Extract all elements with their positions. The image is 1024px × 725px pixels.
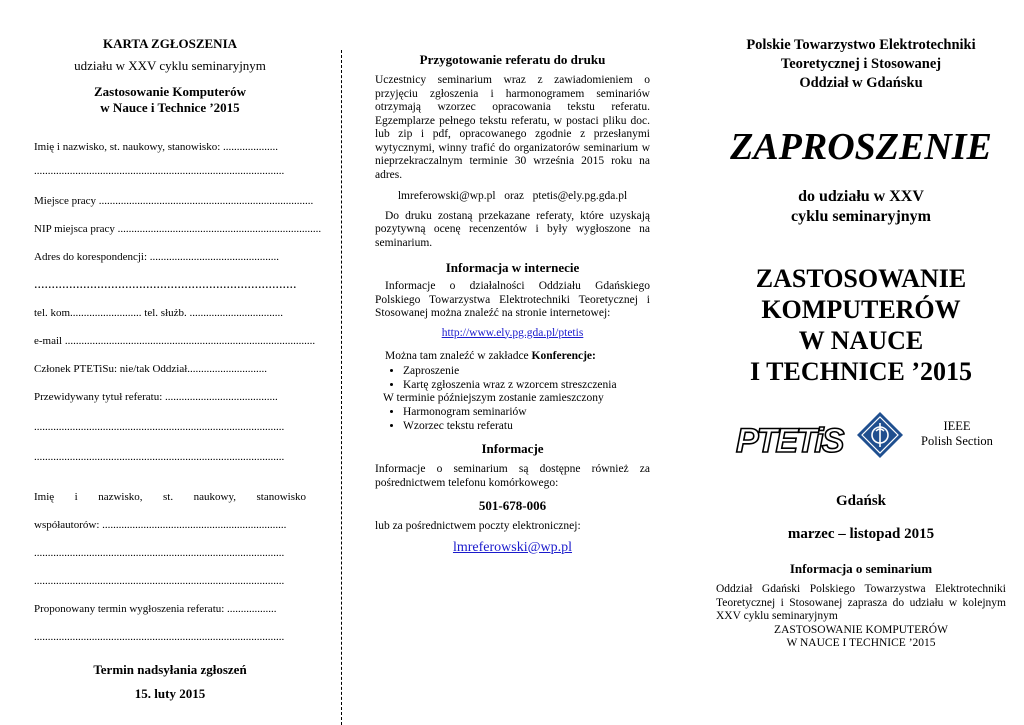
field-coauthors[interactable]: współautorów: ...................................................................	[34, 519, 287, 531]
ieee-label-line2: Polish Section	[921, 434, 993, 448]
info-heading: Informacja o seminarium	[789, 561, 933, 576]
org-line1: Polskie Towarzystwo Elektrotechniki	[746, 37, 976, 53]
ptetis-logo	[734, 421, 843, 464]
field-date[interactable]: Proponowany termin wygłoszenia referatu: ..................	[34, 603, 277, 615]
print-note: Do druku zostaną przekazane referaty, które uzyskają pozytywną ocenę recenzentów i były wygłoszone na seminarium.	[375, 209, 650, 249]
ieee-logo	[856, 411, 904, 464]
conferences-intro	[375, 350, 650, 364]
field-paper-title[interactable]: Przewidywany tytuł referatu: .........................................	[34, 391, 278, 403]
ieee-diamond-icon	[856, 411, 904, 459]
seminar-name-line1: Zastosowanie Komputerów	[93, 84, 247, 99]
invite-sub1: do udziału w XXV	[798, 188, 924, 205]
conferences-list	[375, 364, 650, 392]
ptetis-logo-text: PTETiS	[736, 422, 843, 460]
list-item-template: • Wzorzec tekstu referatu	[403, 419, 650, 433]
deadline-date: 15. luty 2015	[134, 686, 206, 701]
field-address-cont[interactable]: ...........................................................................	[34, 277, 297, 292]
contact-email-link[interactable]: lmreferowski@wp.pl	[452, 539, 573, 555]
org-line2: Teoretycznej i Stosowanej	[780, 56, 942, 72]
list-item-registration: • Kartę zgłoszenia wraz z wzorcem streszczenia	[403, 378, 650, 392]
website-link[interactable]: http://www.ely.pg.gda.pl/ptetis	[441, 326, 584, 339]
ieee-label	[912, 419, 1002, 449]
org-line3: Oddział w Gdańsku	[799, 75, 923, 91]
field-date-cont[interactable]: ...........................................................................................	[34, 631, 285, 643]
print-paragraph: Uczestnicy seminarium wraz z zawiadomieniem o przyjęciu zgłoszenia i harmonogramem seminariów otrzymają wzorzec opracowania tekstu referatu. Egzemplarze pełnego tekstu referatu, w postaci pliku doc. lub zip i pdf, opracowanego zgodnie z przesłanymi wytycznymi, winny trafić do organizatorów seminarium w nieprzekraczalnym terminie 30 września 2015 roku na adres.	[375, 74, 650, 181]
seminar-title-3: W NAUCE	[798, 326, 924, 355]
info-paragraph: Oddział Gdański Polskiego Towarzystwa Elektrotechniki Teoretycznej i Stosowanej zaprasza do udziału w kolejnym XXV cyklu seminaryjnym	[716, 583, 1006, 622]
city: Gdańsk	[835, 493, 887, 509]
fold-divider	[341, 50, 342, 725]
card-subtitle: udziału w XXV cyklu seminaryjnym	[74, 58, 266, 73]
field-name[interactable]: Imię i nazwisko, st. naukowy, stanowisko: ....................	[34, 141, 279, 153]
seminar-title-4: I TECHNICE ’2015	[749, 357, 972, 386]
field-workplace[interactable]: Miejsce pracy ..............................................................................	[34, 195, 314, 207]
invitation-title: ZAPROSZENIE	[730, 126, 992, 168]
list-item-schedule: • Harmonogram seminariów	[403, 405, 650, 419]
conferences-intro-text: Można tam znaleźć w zakładce	[385, 350, 532, 362]
later-note: W terminie późniejszym zostanie zamieszczony	[383, 391, 604, 404]
field-paper-title-cont2[interactable]: ...........................................................................................	[34, 451, 285, 463]
phone-number: 501-678-006	[478, 498, 547, 513]
contact-emails: lmreferowski@wp.pl oraz ptetis@ely.pg.gda.pl	[397, 190, 628, 202]
seminar-title-2: KOMPUTERÓW	[761, 295, 961, 324]
field-coauthors-cont1[interactable]: ...........................................................................................	[34, 547, 285, 559]
invite-sub2: cyklu seminaryjnym	[791, 208, 931, 225]
card-title: KARTA ZGŁOSZENIA	[102, 36, 238, 51]
field-coauthors-label: Imię i nazwisko, st. naukowy, stanowisko	[34, 491, 306, 503]
phone-paragraph: Informacje o seminarium są dostępne również za pośrednictwem telefonu komórkowego:	[375, 463, 650, 489]
field-phone[interactable]: tel. kom.......................... tel. służb. ..................................	[34, 307, 284, 319]
info-panel	[345, 0, 650, 725]
field-address[interactable]: Adres do korespondencji: ...............................................	[34, 251, 280, 263]
seminar-dates: marzec – listopad 2015	[787, 526, 935, 542]
info-title-2: W NAUCE I TECHNICE ’2015	[786, 637, 936, 649]
print-heading: Przygotowanie referatu do druku	[419, 52, 606, 67]
registration-card	[0, 0, 340, 725]
seminar-title-1: ZASTOSOWANIE	[755, 264, 967, 293]
list-item-invitation: • Zaproszenie	[403, 364, 650, 378]
ptetis-logo-icon	[734, 421, 843, 460]
info-title-1: ZASTOSOWANIE KOMPUTERÓW	[774, 623, 948, 636]
field-nip[interactable]: NIP miejsca pracy ..........................................................................	[34, 223, 322, 235]
field-name-cont[interactable]: ...........................................................................................	[34, 165, 285, 177]
internet-heading: Informacja w internecie	[445, 260, 580, 275]
information-heading: Informacje	[481, 441, 544, 456]
field-paper-title-cont1[interactable]: ...........................................................................................	[34, 421, 285, 433]
deadline-label: Termin nadsyłania zgłoszeń	[93, 662, 247, 677]
field-coauthors-cont2[interactable]: ...........................................................................................	[34, 575, 285, 587]
seminar-name-line2: w Nauce i Technice ’2015	[100, 100, 240, 115]
conferences-list-2	[375, 405, 650, 433]
field-member[interactable]: Członek PTETiSu: nie/tak Oddział.............................	[34, 363, 268, 375]
cover-panel	[700, 0, 1006, 725]
email-paragraph: lub za pośrednictwem poczty elektronicznej:	[375, 520, 581, 532]
ieee-label-line1: IEEE	[943, 419, 971, 433]
conferences-tab-name: Konferencje:	[531, 350, 596, 362]
field-email[interactable]: e-mail ...........................................................................................	[34, 335, 316, 347]
internet-paragraph: Informacje o działalności Oddziału Gdańskiego Polskiego Towarzystwa Elektrotechniki Teoretycznej i Stosowanej można znaleźć na stronie internetowej:	[375, 280, 650, 319]
logos-row	[716, 411, 1006, 471]
